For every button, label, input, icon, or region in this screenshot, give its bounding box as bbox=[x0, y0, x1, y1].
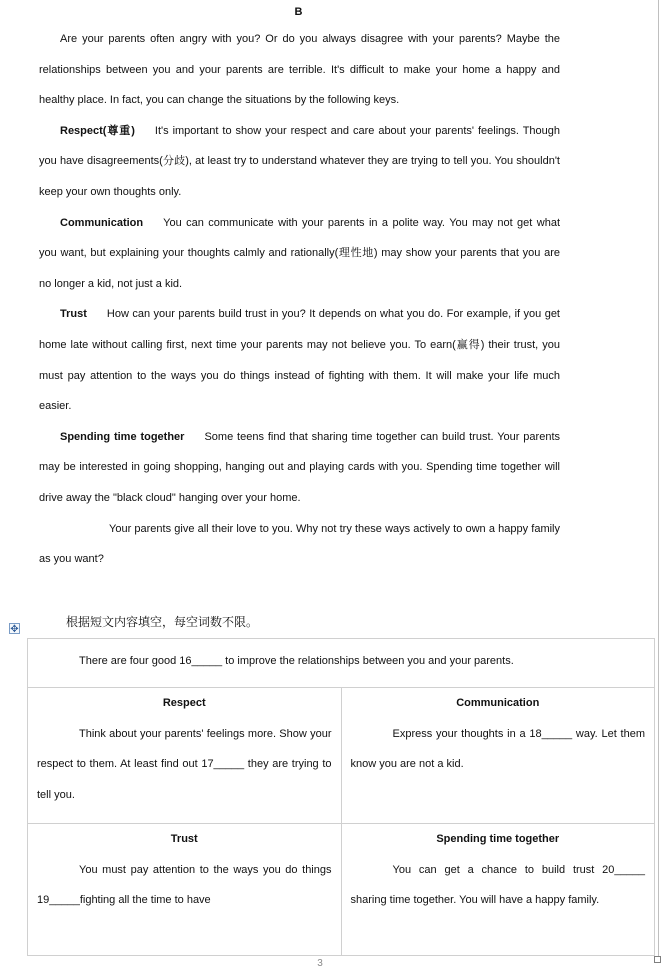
table-move-handle-icon[interactable]: ✥ bbox=[10, 624, 19, 635]
spending-time-heading: Spending time together bbox=[436, 833, 560, 845]
respect-paragraph bbox=[39, 116, 560, 208]
communication-keyword: Communication bbox=[60, 216, 144, 229]
summary-table bbox=[27, 638, 655, 956]
trust-body: You must pay attention to the ways you do things 19_____fighting all the time to have bbox=[37, 863, 332, 907]
trust-heading: Trust bbox=[170, 833, 198, 845]
respect-keyword: Respect(尊重) bbox=[60, 124, 135, 137]
communication-body: Express your thoughts in a 18_____ way. Let them know you are not a kid. bbox=[350, 727, 645, 771]
spending-time-body: You can get a chance to build trust 20_____ sharing time together. You will have a happy family. bbox=[350, 863, 645, 907]
section-letter: B bbox=[294, 6, 303, 18]
respect-body: Think about your parents' feelings more. Show your respect to them. At least find out 17_____ they are trying to tell you. bbox=[37, 727, 332, 801]
page-number: 3 bbox=[317, 958, 323, 969]
communication-heading: Communication bbox=[456, 697, 540, 709]
trust-text: How can your parents build trust in you? It depends on what you do. For example, if you get home late without calling first, next time your parents may not believe you. To earn(赢得) their trust, you must pay attention to the ways you do things instead of fighting with them. It will make your life much easier. bbox=[39, 308, 560, 413]
respect-cell[interactable] bbox=[28, 688, 342, 824]
spending-time-keyword: Spending time together bbox=[60, 430, 185, 443]
trust-paragraph bbox=[39, 299, 560, 421]
communication-cell[interactable] bbox=[341, 688, 655, 824]
trust-cell[interactable] bbox=[28, 824, 342, 956]
intro-paragraph: Are your parents often angry with you? Or do you always disagree with your parents? Maybe the relationships between you and your parents are terrible. It's difficult to make your home a happy and healthy place. In fact, you can change the situations by the following keys. bbox=[39, 33, 560, 107]
instruction-text: 根据短文内容填空，每空词数不限。 bbox=[66, 615, 259, 629]
summary-cell[interactable]: There are four good 16_____ to improve the relationships between you and your parents. bbox=[28, 639, 655, 688]
trust-keyword: Trust bbox=[60, 308, 87, 321]
table-row bbox=[28, 688, 655, 824]
table-row bbox=[28, 824, 655, 956]
spending-time-text: Some teens find that sharing time together can build trust. Your parents may be interested in going shopping, hanging out and playing cards with you. Spending time together will drive away the "black cloud" hanging over your home. bbox=[39, 430, 560, 504]
closing-paragraph: Your parents give all their love to you. Why not try these ways actively to own a happy family as you want? bbox=[39, 522, 560, 566]
table-resize-handle-icon[interactable] bbox=[654, 956, 661, 963]
document-body bbox=[39, 0, 560, 575]
communication-text: You can communicate with your parents in a polite way. You may not get what you want, but explaining your thoughts calmly and rationally(理性地) may show your parents that you are no longer a kid, not just a kid. bbox=[39, 216, 560, 290]
spending-time-cell[interactable] bbox=[341, 824, 655, 956]
respect-text: It's important to show your respect and care about your parents' feelings. Though you have disagreements(分歧), at least try to understand whatever they are trying to tell you. You shouldn't keep your own thoughts only. bbox=[39, 124, 561, 198]
spending-time-paragraph bbox=[39, 422, 560, 514]
page-edge bbox=[658, 0, 659, 963]
summary-row bbox=[28, 639, 655, 688]
respect-heading: Respect bbox=[162, 697, 206, 709]
communication-paragraph bbox=[39, 208, 560, 300]
